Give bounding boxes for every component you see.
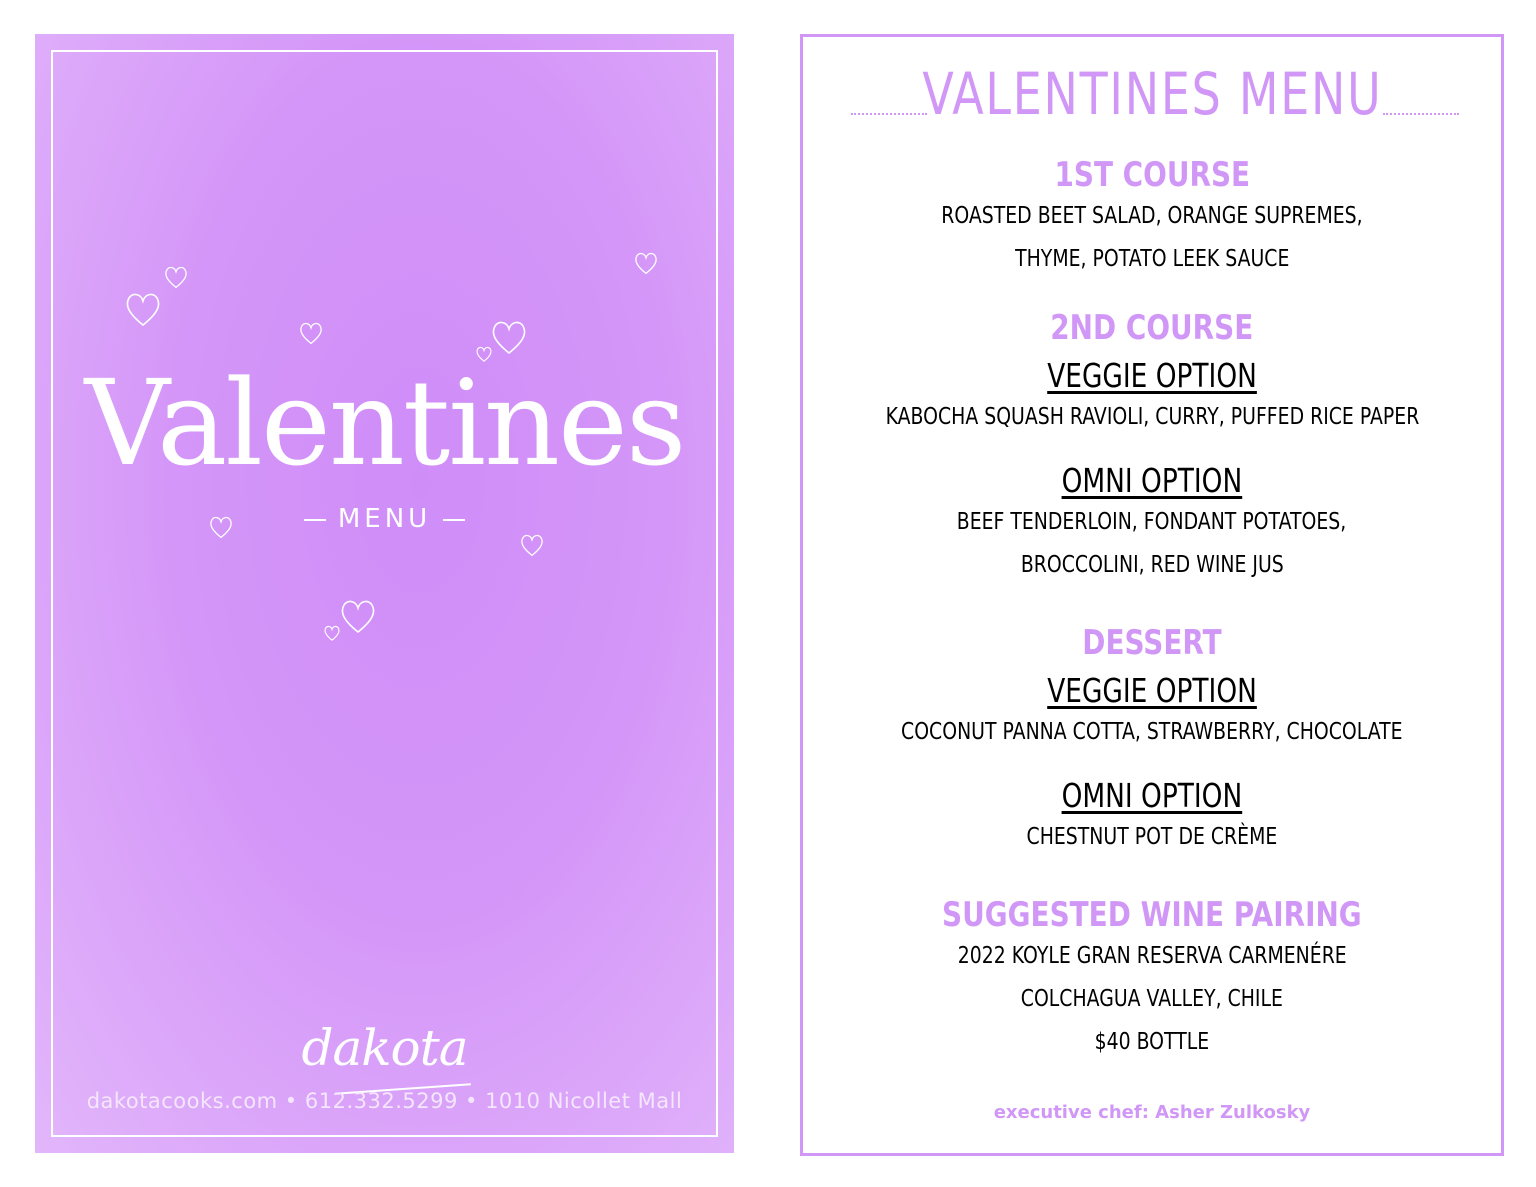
menu-item-line: KABOCHA SQUASH RAVIOLI, CURRY, PUFFED RICE PAPER [885,404,1419,430]
menu-item-line: ROASTED BEET SALAD, ORANGE SUPREMES, [941,203,1363,229]
heart-icon [298,320,324,346]
cover-title: Valentines [84,354,685,492]
heart-icon [123,289,163,329]
section-heading: SUGGESTED WINE PAIRING [942,895,1362,935]
option-heading: OMNI OPTION [1061,461,1243,500]
option-heading: VEGGIE OPTION [1047,671,1257,710]
menu-item-line: THYME, POTATO LEEK SAUCE [1014,246,1290,272]
divider [443,519,465,521]
chef-credit-text: executive chef: Asher Zulkosky [993,1102,1311,1123]
section-heading: 1ST COURSE [1054,155,1250,195]
section-heading: DESSERT [1082,623,1222,663]
menu-item-line: 2022 KOYLE GRAN RESERVA CARMENÉRE [957,943,1347,969]
cover-subtitle [35,504,734,534]
dessert-section [803,623,1501,859]
wine-pairing-section [803,895,1501,1064]
divider [304,519,326,521]
menu-item-line: CHESTNUT POT DE CRÈME [1026,824,1278,850]
menu-title: VALENTINES MENU [921,60,1383,128]
heart-icon [633,250,659,276]
menu-item-line: BEEF TENDERLOIN, FONDANT POTATOES, [957,509,1347,535]
section-heading: 2ND COURSE [1050,308,1254,348]
dotted-divider [851,113,927,115]
dakota-logo: dakota [301,1019,468,1077]
menu-title-row [803,59,1501,129]
heart-icon [323,624,341,642]
chef-credit [803,1102,1501,1123]
first-course-section [803,155,1501,281]
heart-icon [163,264,189,290]
menu-item-line: COCONUT PANNA COTTA, STRAWBERRY, CHOCOLATE [901,719,1403,745]
heart-icon [489,317,529,357]
menu-page [800,34,1504,1156]
heart-icon [519,532,545,558]
cover-subtitle-text: MENU [337,504,432,534]
heart-icon [338,596,378,636]
menu-item-line: BROCCOLINI, RED WINE JUS [1020,552,1284,578]
second-course-section [803,308,1501,587]
option-heading: VEGGIE OPTION [1047,356,1257,395]
dotted-divider [1383,113,1459,115]
option-heading: OMNI OPTION [1061,776,1243,815]
cover-frame [51,50,718,1137]
menu-item-line: COLCHAGUA VALLEY, CHILE [1020,986,1284,1012]
menu-cover [35,34,734,1153]
contact-info: dakotacooks.com • 612.332.5299 • 1010 Nicollet Mall [86,1089,683,1113]
menu-item-line: $40 BOTTLE [1094,1029,1210,1055]
